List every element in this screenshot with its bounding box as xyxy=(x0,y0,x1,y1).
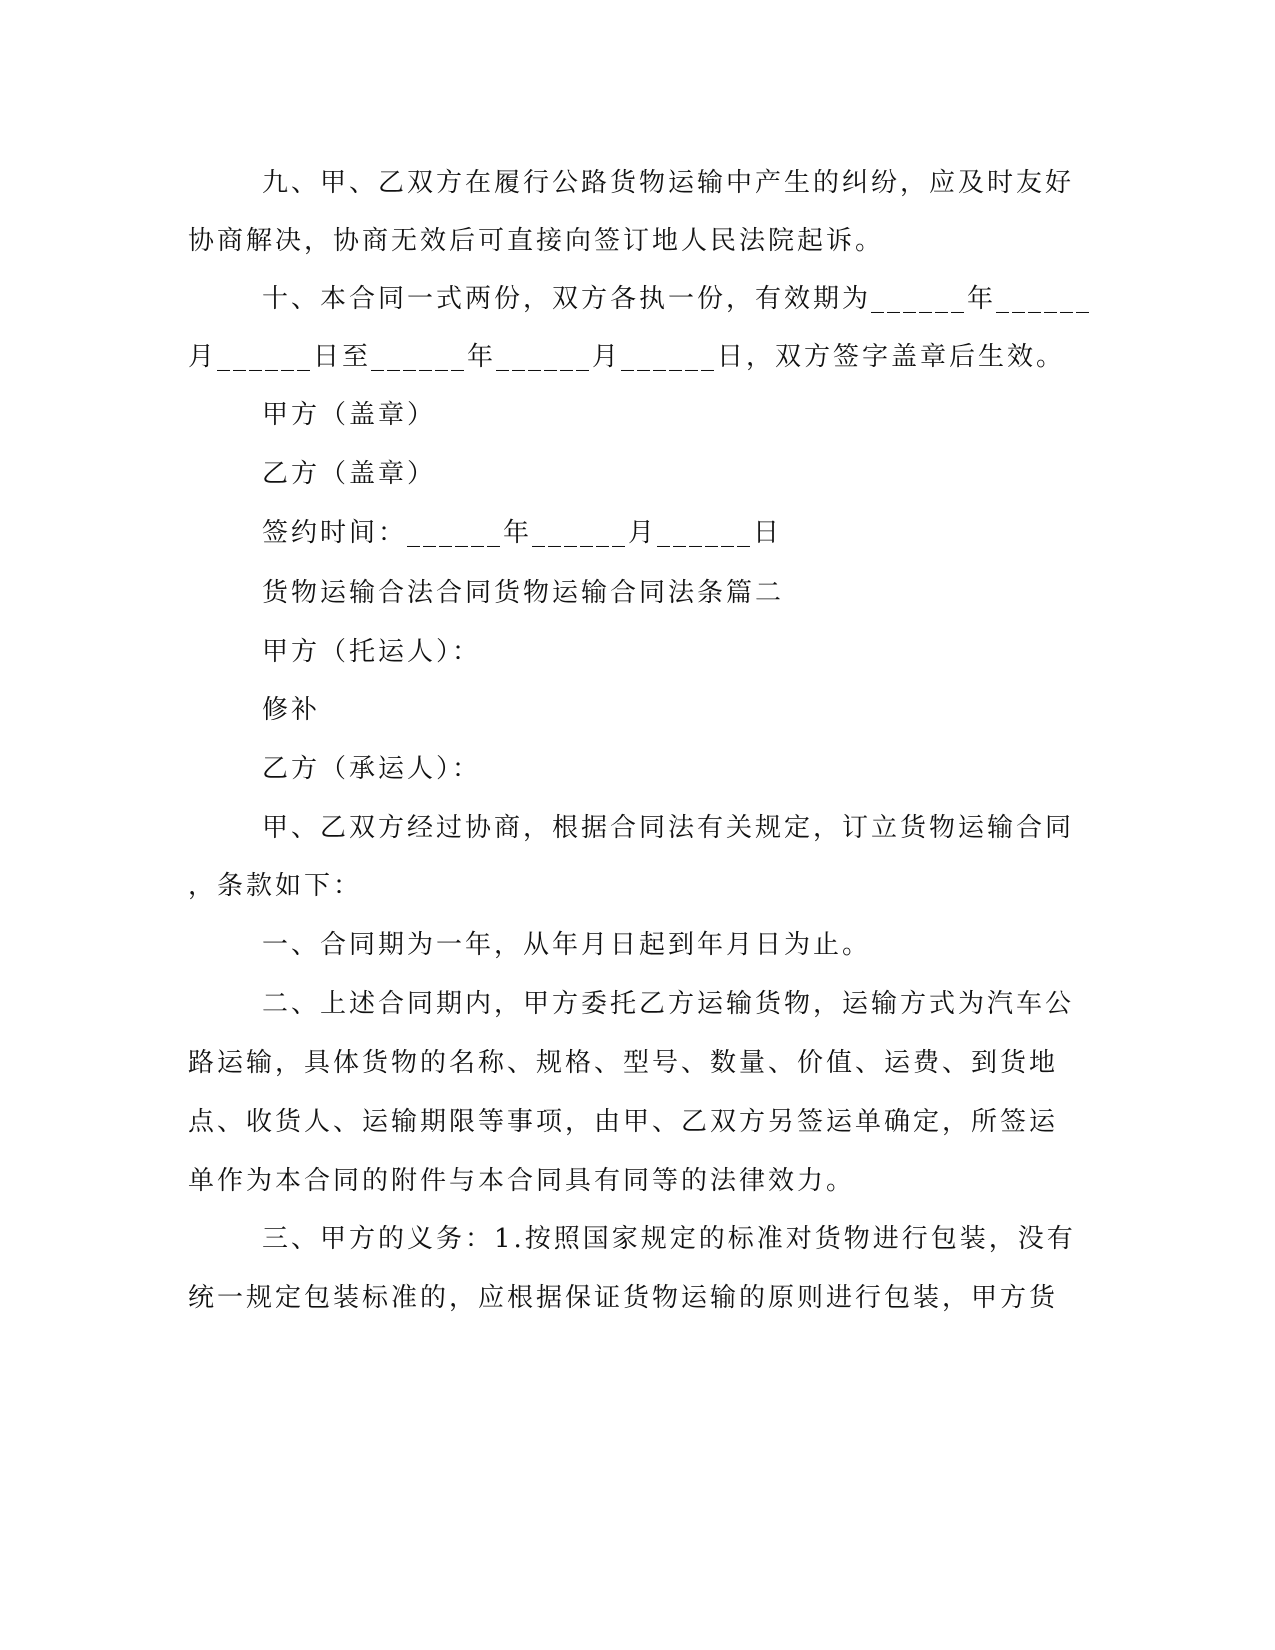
party-b-carrier-line: 乙方（承运人）： xyxy=(262,754,482,784)
paragraph-line: 甲、乙双方经过协商，根据合同法有关规定，订立货物运输合同 xyxy=(262,813,1075,843)
paragraph-line: 统一规定包装标准的，应根据保证货物运输的原则进行包装，甲方货 xyxy=(188,1283,1059,1313)
paragraph-line: 修补 xyxy=(262,695,321,725)
party-a-seal-line: 甲方（盖章） xyxy=(262,400,437,430)
paragraph-line: ，条款如下： xyxy=(188,871,363,901)
paragraph-line: 十、本合同一式两份，双方各执一份，有效期为______年______ xyxy=(262,284,1093,314)
section-title: 货物运输合法合同货物运输合同法条篇二 xyxy=(262,578,785,608)
paragraph-line: 二、上述合同期内，甲方委托乙方运输货物，运输方式为汽车公 xyxy=(262,989,1075,1019)
paragraph-line: 月______日至______年______月______日，双方签字盖章后生效。 xyxy=(188,342,1066,372)
paragraph-line: 九、甲、乙双方在履行公路货物运输中产生的纠纷，应及时友好 xyxy=(262,168,1075,198)
paragraph-line: 协商解决，协商无效后可直接向签订地人民法院起诉。 xyxy=(188,226,885,256)
paragraph-line: 点、收货人、运输期限等事项，由甲、乙双方另签运单确定，所签运 xyxy=(188,1107,1059,1137)
party-a-consignor-line: 甲方（托运人）： xyxy=(262,637,482,667)
paragraph-line: 三、甲方的义务：1.按照国家规定的标准对货物进行包装，没有 xyxy=(262,1224,1076,1254)
signing-date-line: 签约时间：______年______月______日 xyxy=(262,518,783,548)
party-b-seal-line: 乙方（盖章） xyxy=(262,459,437,489)
paragraph-line: 一、合同期为一年，从年月日起到年月日为止。 xyxy=(262,930,872,960)
paragraph-line: 路运输，具体货物的名称、规格、型号、数量、价值、运费、到货地 xyxy=(188,1048,1059,1078)
paragraph-line: 单作为本合同的附件与本合同具有同等的法律效力。 xyxy=(188,1166,856,1196)
